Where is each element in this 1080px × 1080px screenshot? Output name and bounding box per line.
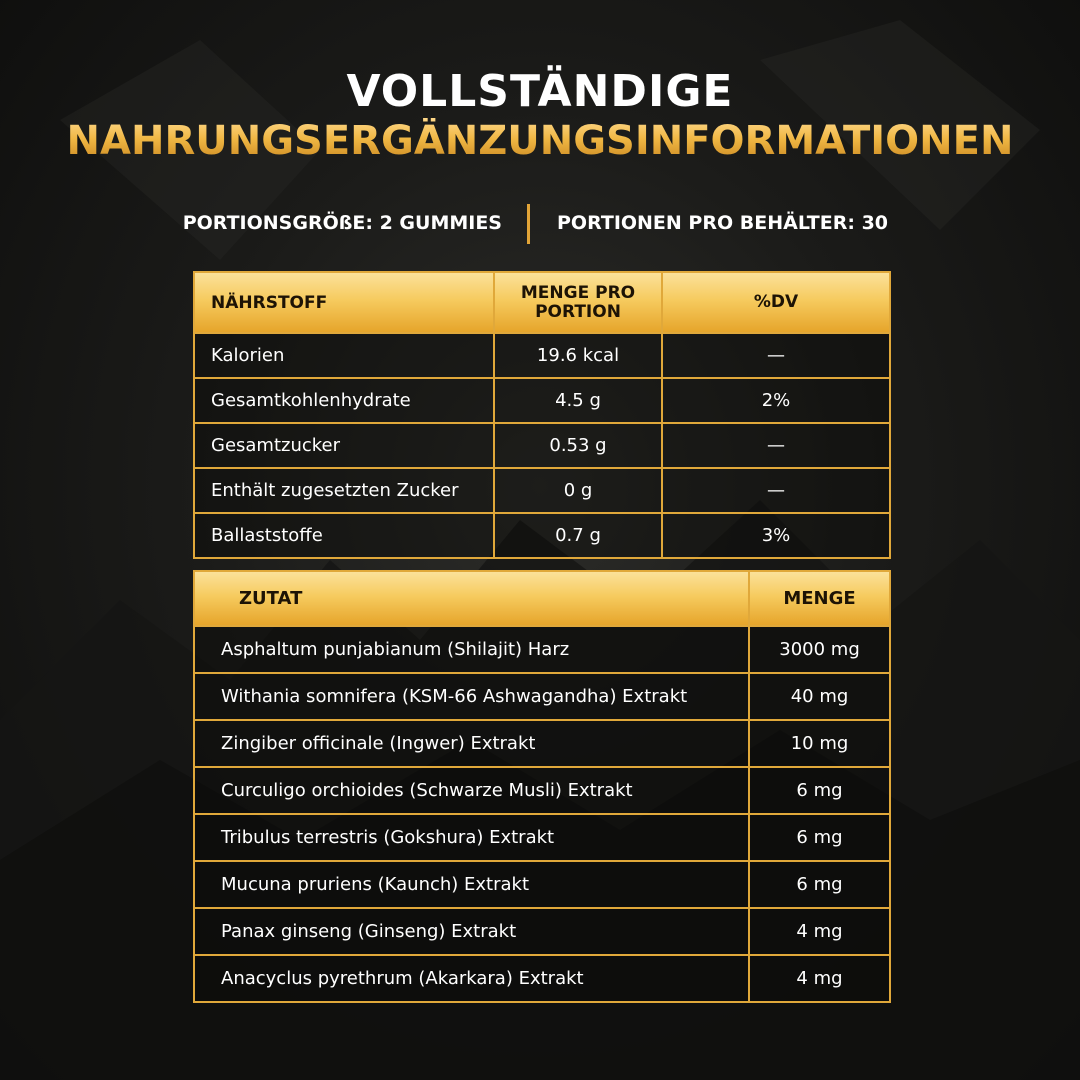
table-row	[194, 861, 890, 908]
table-row	[194, 333, 890, 378]
header-amount-line1: MENGE PRO	[520, 282, 636, 303]
table-row	[194, 468, 890, 513]
nutrient-name: Ballaststoffe	[194, 513, 494, 558]
nutrient-amount: 4.5 g	[494, 378, 662, 423]
nutrient-amount: 0.7 g	[494, 513, 662, 558]
servings-per-container: PORTIONEN PRO BEHÄLTER: 30	[557, 212, 889, 234]
nutrients-table	[193, 271, 891, 559]
table-row	[194, 720, 890, 767]
header-dv: %DV	[662, 272, 890, 333]
ingredient-name: Zingiber officinale (Ingwer) Extrakt	[194, 720, 749, 767]
nutrient-dv: 2%	[662, 378, 890, 423]
nutrient-dv: —	[662, 468, 890, 513]
nutrient-amount: 0 g	[494, 468, 662, 513]
page-title-line2: NAHRUNGSERGÄNZUNGSINFORMATIONEN	[0, 118, 1080, 164]
header-amount-per-serving	[494, 272, 662, 333]
ingredients-table	[193, 570, 891, 1003]
ingredients-header-row	[194, 571, 890, 626]
serving-info	[0, 204, 1080, 244]
page-title-line1: VOLLSTÄNDIGE	[346, 66, 734, 117]
ingredient-amount: 3000 mg	[749, 626, 890, 673]
ingredient-name: Asphaltum punjabianum (Shilajit) Harz	[194, 626, 749, 673]
nutrient-dv: —	[662, 423, 890, 468]
ingredient-amount: 4 mg	[749, 955, 890, 1002]
nutrient-name: Gesamtzucker	[194, 423, 494, 468]
serving-divider	[527, 204, 530, 244]
table-row	[194, 814, 890, 861]
ingredient-amount: 6 mg	[749, 861, 890, 908]
table-row	[194, 908, 890, 955]
table-row	[194, 767, 890, 814]
nutrient-amount: 0.53 g	[494, 423, 662, 468]
ingredient-amount: 4 mg	[749, 908, 890, 955]
header-ingredient-amount: MENGE	[749, 571, 890, 626]
serving-size: PORTIONSGRÖßE: 2 GUMMIES	[182, 212, 502, 234]
table-row	[194, 378, 890, 423]
ingredient-amount: 6 mg	[749, 767, 890, 814]
nutrient-name: Enthält zugesetzten Zucker	[194, 468, 494, 513]
table-row	[194, 955, 890, 1002]
table-row	[194, 626, 890, 673]
nutrient-dv: —	[662, 333, 890, 378]
ingredient-name: Mucuna pruriens (Kaunch) Extrakt	[194, 861, 749, 908]
table-row	[194, 673, 890, 720]
nutrient-name: Kalorien	[194, 333, 494, 378]
nutrient-name: Gesamtkohlenhydrate	[194, 378, 494, 423]
header-nutrient: NÄHRSTOFF	[194, 272, 494, 333]
ingredient-amount: 6 mg	[749, 814, 890, 861]
nutrient-dv: 3%	[662, 513, 890, 558]
ingredient-amount: 10 mg	[749, 720, 890, 767]
header-ingredient: ZUTAT	[194, 571, 749, 626]
ingredient-name: Withania somnifera (KSM-66 Ashwagandha) Extrakt	[194, 673, 749, 720]
ingredient-name: Tribulus terrestris (Gokshura) Extrakt	[194, 814, 749, 861]
header-amount-line2: PORTION	[535, 301, 621, 322]
nutrient-amount: 19.6 kcal	[494, 333, 662, 378]
table-row	[194, 513, 890, 558]
table-row	[194, 423, 890, 468]
ingredient-name: Anacyclus pyrethrum (Akarkara) Extrakt	[194, 955, 749, 1002]
ingredient-name: Curculigo orchioides (Schwarze Musli) Extrakt	[194, 767, 749, 814]
ingredient-amount: 40 mg	[749, 673, 890, 720]
nutrients-header-row	[194, 272, 890, 333]
ingredient-name: Panax ginseng (Ginseng) Extrakt	[194, 908, 749, 955]
